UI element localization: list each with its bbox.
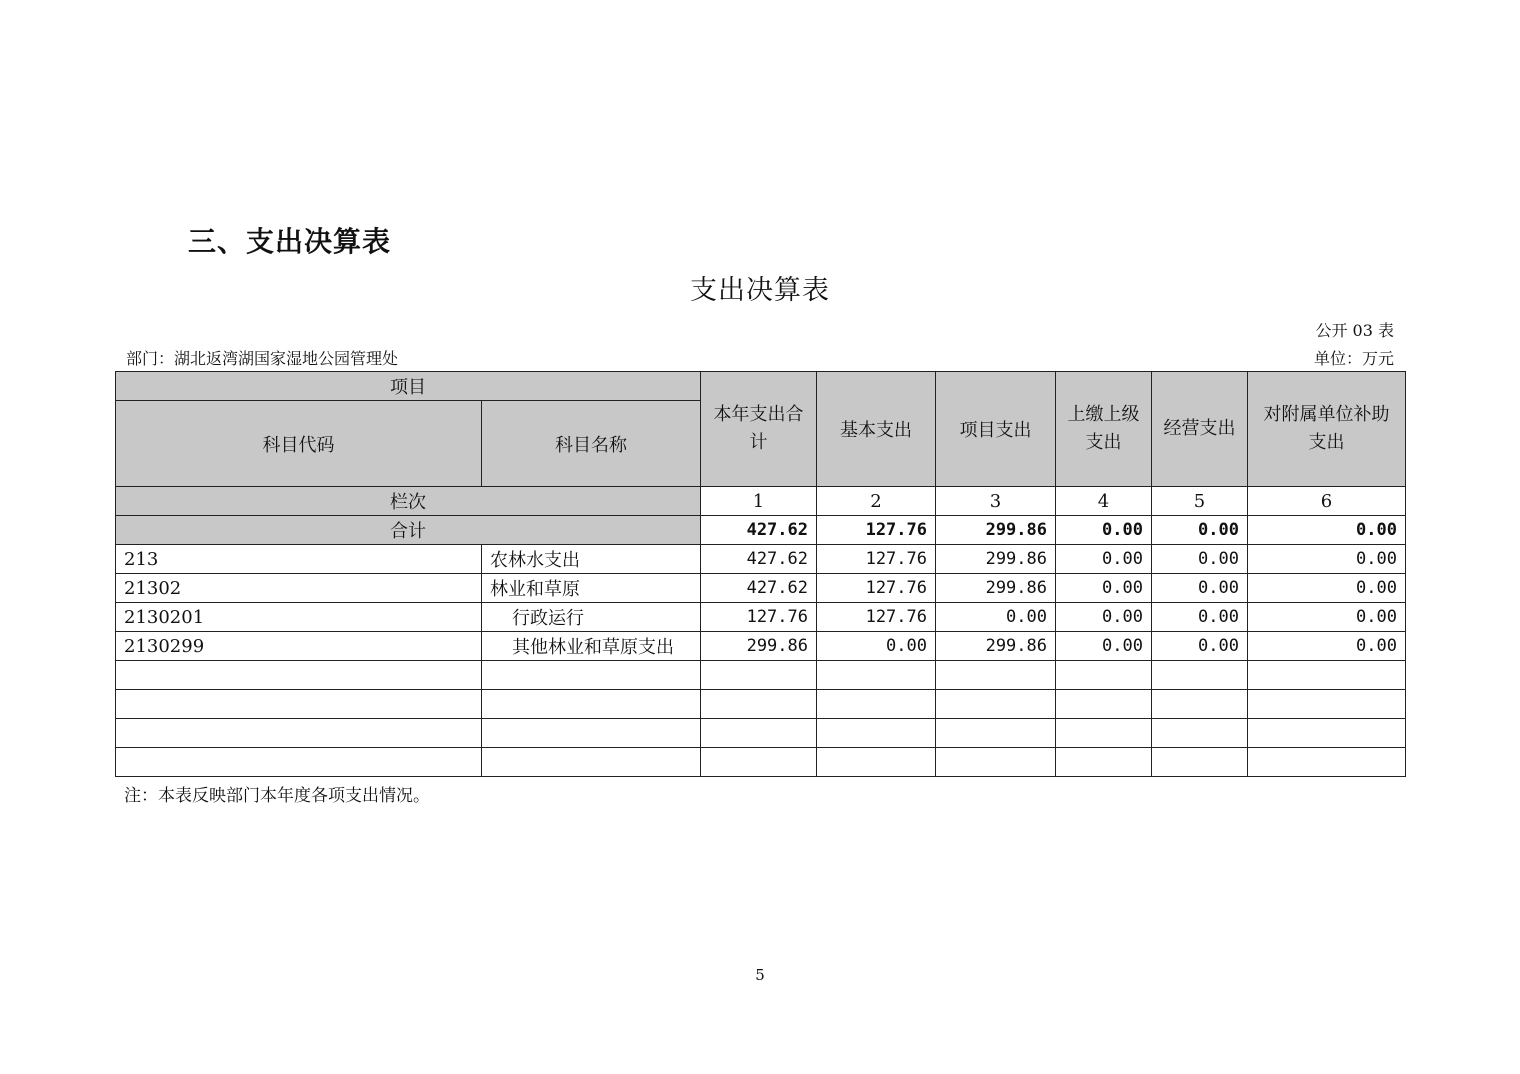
subject-code: 2130299 — [116, 632, 482, 661]
table-cell: 127.76 — [817, 574, 936, 603]
header-upper: 上缴上级支出 — [1056, 372, 1152, 487]
table-cell: 0.00 — [1056, 545, 1152, 574]
column-index: 5 — [1152, 487, 1248, 516]
table-cell: 427.62 — [701, 545, 817, 574]
table-row — [116, 603, 1406, 632]
table-row — [116, 574, 1406, 603]
form-number: 公开 03 表 — [1315, 321, 1394, 340]
subject-name: 其他林业和草原支出 — [482, 632, 701, 661]
table-cell: 427.62 — [701, 516, 817, 545]
table-cell: 0.00 — [936, 603, 1056, 632]
department-label: 部门：湖北返湾湖国家湿地公园管理处 — [126, 349, 399, 368]
table-cell: 0.00 — [1152, 632, 1248, 661]
column-index: 2 — [817, 487, 936, 516]
table-cell: 0.00 — [1152, 603, 1248, 632]
header-project-expense: 项目支出 — [936, 372, 1056, 487]
subject-code: 21302 — [116, 574, 482, 603]
column-index: 3 — [936, 487, 1056, 516]
total-label: 合计 — [116, 516, 701, 545]
header-total: 本年支出合计 — [701, 372, 817, 487]
table-cell: 0.00 — [1248, 516, 1406, 545]
unit-label: 单位：万元 — [1313, 349, 1394, 368]
table-cell: 0.00 — [1248, 545, 1406, 574]
column-index: 1 — [701, 487, 817, 516]
table-cell: 299.86 — [701, 632, 817, 661]
header-project: 项目 — [116, 372, 701, 401]
subject-code: 213 — [116, 545, 482, 574]
page-number: 5 — [755, 966, 765, 984]
table-cell: 0.00 — [1248, 574, 1406, 603]
table-cell: 299.86 — [936, 545, 1056, 574]
column-index: 4 — [1056, 487, 1152, 516]
empty-row — [116, 748, 1406, 777]
column-index-label: 栏次 — [116, 487, 701, 516]
table-cell: 0.00 — [1056, 603, 1152, 632]
subject-name: 林业和草原 — [482, 574, 701, 603]
table-note: 注：本表反映部门本年度各项支出情况。 — [124, 786, 430, 806]
header-name: 科目名称 — [482, 401, 701, 487]
header-code: 科目代码 — [116, 401, 482, 487]
table-cell: 0.00 — [1152, 574, 1248, 603]
header-business: 经营支出 — [1152, 372, 1248, 487]
empty-row — [116, 690, 1406, 719]
empty-row — [116, 719, 1406, 748]
table-row — [116, 545, 1406, 574]
table-cell: 0.00 — [817, 632, 936, 661]
header-basic: 基本支出 — [817, 372, 936, 487]
table-cell: 0.00 — [1248, 603, 1406, 632]
table-cell: 299.86 — [936, 632, 1056, 661]
table-cell: 127.76 — [817, 603, 936, 632]
table-cell: 299.86 — [936, 516, 1056, 545]
table-cell: 0.00 — [1056, 574, 1152, 603]
table-cell: 0.00 — [1056, 632, 1152, 661]
table-title: 支出决算表 — [690, 275, 830, 306]
subject-name: 农林水支出 — [482, 545, 701, 574]
table-cell: 127.76 — [817, 516, 936, 545]
table-row — [116, 632, 1406, 661]
table-cell: 127.76 — [701, 603, 817, 632]
table-cell: 0.00 — [1152, 545, 1248, 574]
column-index: 6 — [1248, 487, 1406, 516]
table-cell: 0.00 — [1248, 632, 1406, 661]
subject-name: 行政运行 — [482, 603, 701, 632]
empty-row — [116, 661, 1406, 690]
expenditure-table — [115, 371, 1406, 777]
total-row — [116, 516, 1406, 545]
subject-code: 2130201 — [116, 603, 482, 632]
column-index-row — [116, 487, 1406, 516]
table-cell: 0.00 — [1152, 516, 1248, 545]
table-cell: 0.00 — [1056, 516, 1152, 545]
header-subsidy: 对附属单位补助支出 — [1248, 372, 1406, 487]
table-cell: 299.86 — [936, 574, 1056, 603]
table-cell: 427.62 — [701, 574, 817, 603]
section-heading: 三、支出决算表 — [188, 225, 392, 258]
table-cell: 127.76 — [817, 545, 936, 574]
